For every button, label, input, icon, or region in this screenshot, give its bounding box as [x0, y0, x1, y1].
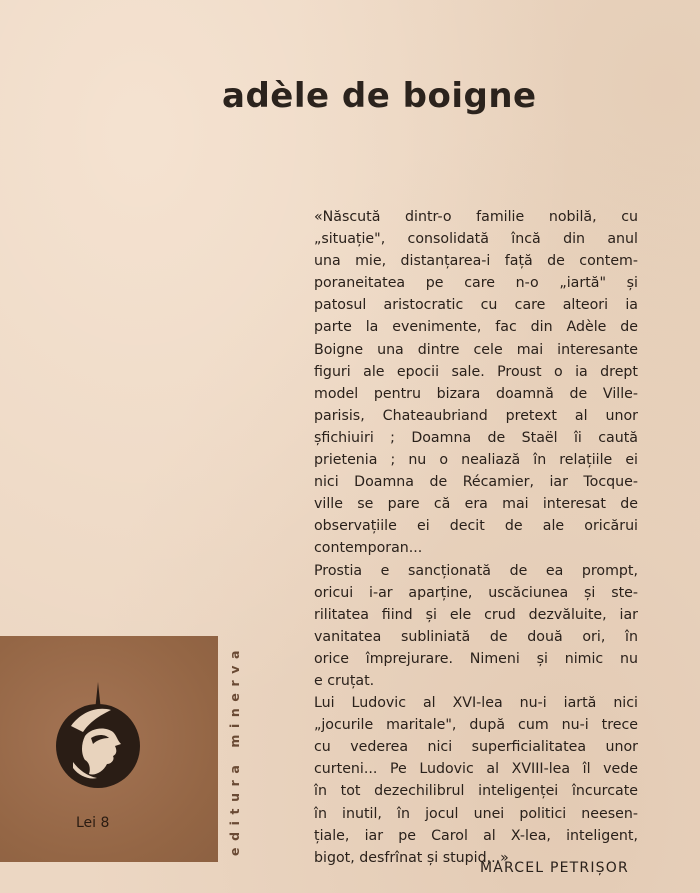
blurb-line: cu vederea nici superficialitatea unor	[314, 739, 638, 756]
blurb-line: „situație", consolidată încă din anul	[314, 231, 638, 248]
blurb-line: prietenia ; nu o nealiază în relațiile ei	[314, 452, 638, 469]
blurb-line: figuri ale epocii sale. Proust o ia drept	[314, 363, 638, 380]
blurb-line: oricui i-ar aparține, uscăciunea și ste-	[314, 584, 638, 601]
blurb-line: țiale, iar pe Carol al X-lea, inteligent,	[314, 827, 638, 844]
blurb-line: contemporan...	[314, 540, 423, 557]
blurb-line: în tot dezechilibrul inteligenței încurcate	[314, 783, 638, 800]
blurb-line: parisis, Chateaubriand pretext al unor	[314, 407, 638, 424]
blurb-line: nici Doamna de Récamier, iar Tocque-	[314, 474, 638, 491]
blurb-line: Lui Ludovic al XVI-lea nu-i iartă nici	[314, 695, 638, 712]
blurb-line: în inutil, în jocul unei politici neesen-	[314, 805, 638, 822]
blurb-line: «Născută dintr-o familie nobilă, cu	[314, 209, 638, 225]
blurb-line: poraneitatea pe care n-o „iartă" și	[314, 275, 638, 292]
blurb-line: ville se pare că era mai interesat de	[314, 496, 638, 513]
publisher-imprint	[226, 640, 242, 860]
blurb-line: Prostia e sancționată de ea prompt,	[314, 562, 638, 579]
blurb-line: e cruțat.	[314, 672, 375, 689]
minerva-logo-icon	[51, 680, 145, 790]
blurb-line: vanitatea subliniată de două ori, în	[314, 628, 638, 645]
blurb-line: una mie, distanțarea-i față de contem-	[314, 253, 638, 270]
blurb-line: curteni... Pe Ludovic al XVIII-lea îl vede	[314, 761, 638, 778]
blurb-line: bigot, desfrînat și stupid...»	[314, 849, 509, 866]
blurb-text	[314, 206, 638, 869]
blurb-line: rilitatea fiind și ele crud dezvăluite, iar	[314, 606, 638, 623]
price-label: Lei 8	[76, 815, 110, 831]
author-signature: MARCEL PETRIȘOR	[480, 860, 629, 876]
blurb-line: observațiile ei decit de ale oricărui	[314, 518, 638, 535]
blurb-line: orice împrejurare. Nimeni și nimic nu	[314, 650, 638, 667]
blurb-line: „jocurile maritale", după cum nu-i trece	[314, 717, 638, 734]
blurb-line: Boigne una dintre cele mai interesante	[314, 341, 638, 358]
blurb-line: model pentru bizara doamnă de Ville-	[314, 385, 638, 402]
book-title: adèle de boigne	[222, 76, 537, 116]
blurb-line: parte la evenimente, fac din Adèle de	[314, 319, 638, 336]
blurb-line: șfichiuiri ; Doamna de Staël îi caută	[314, 429, 638, 446]
publisher-imprint-text: editura minerva	[226, 644, 242, 856]
blurb-line: patosul aristocratic cu care alteori ia	[314, 297, 638, 314]
